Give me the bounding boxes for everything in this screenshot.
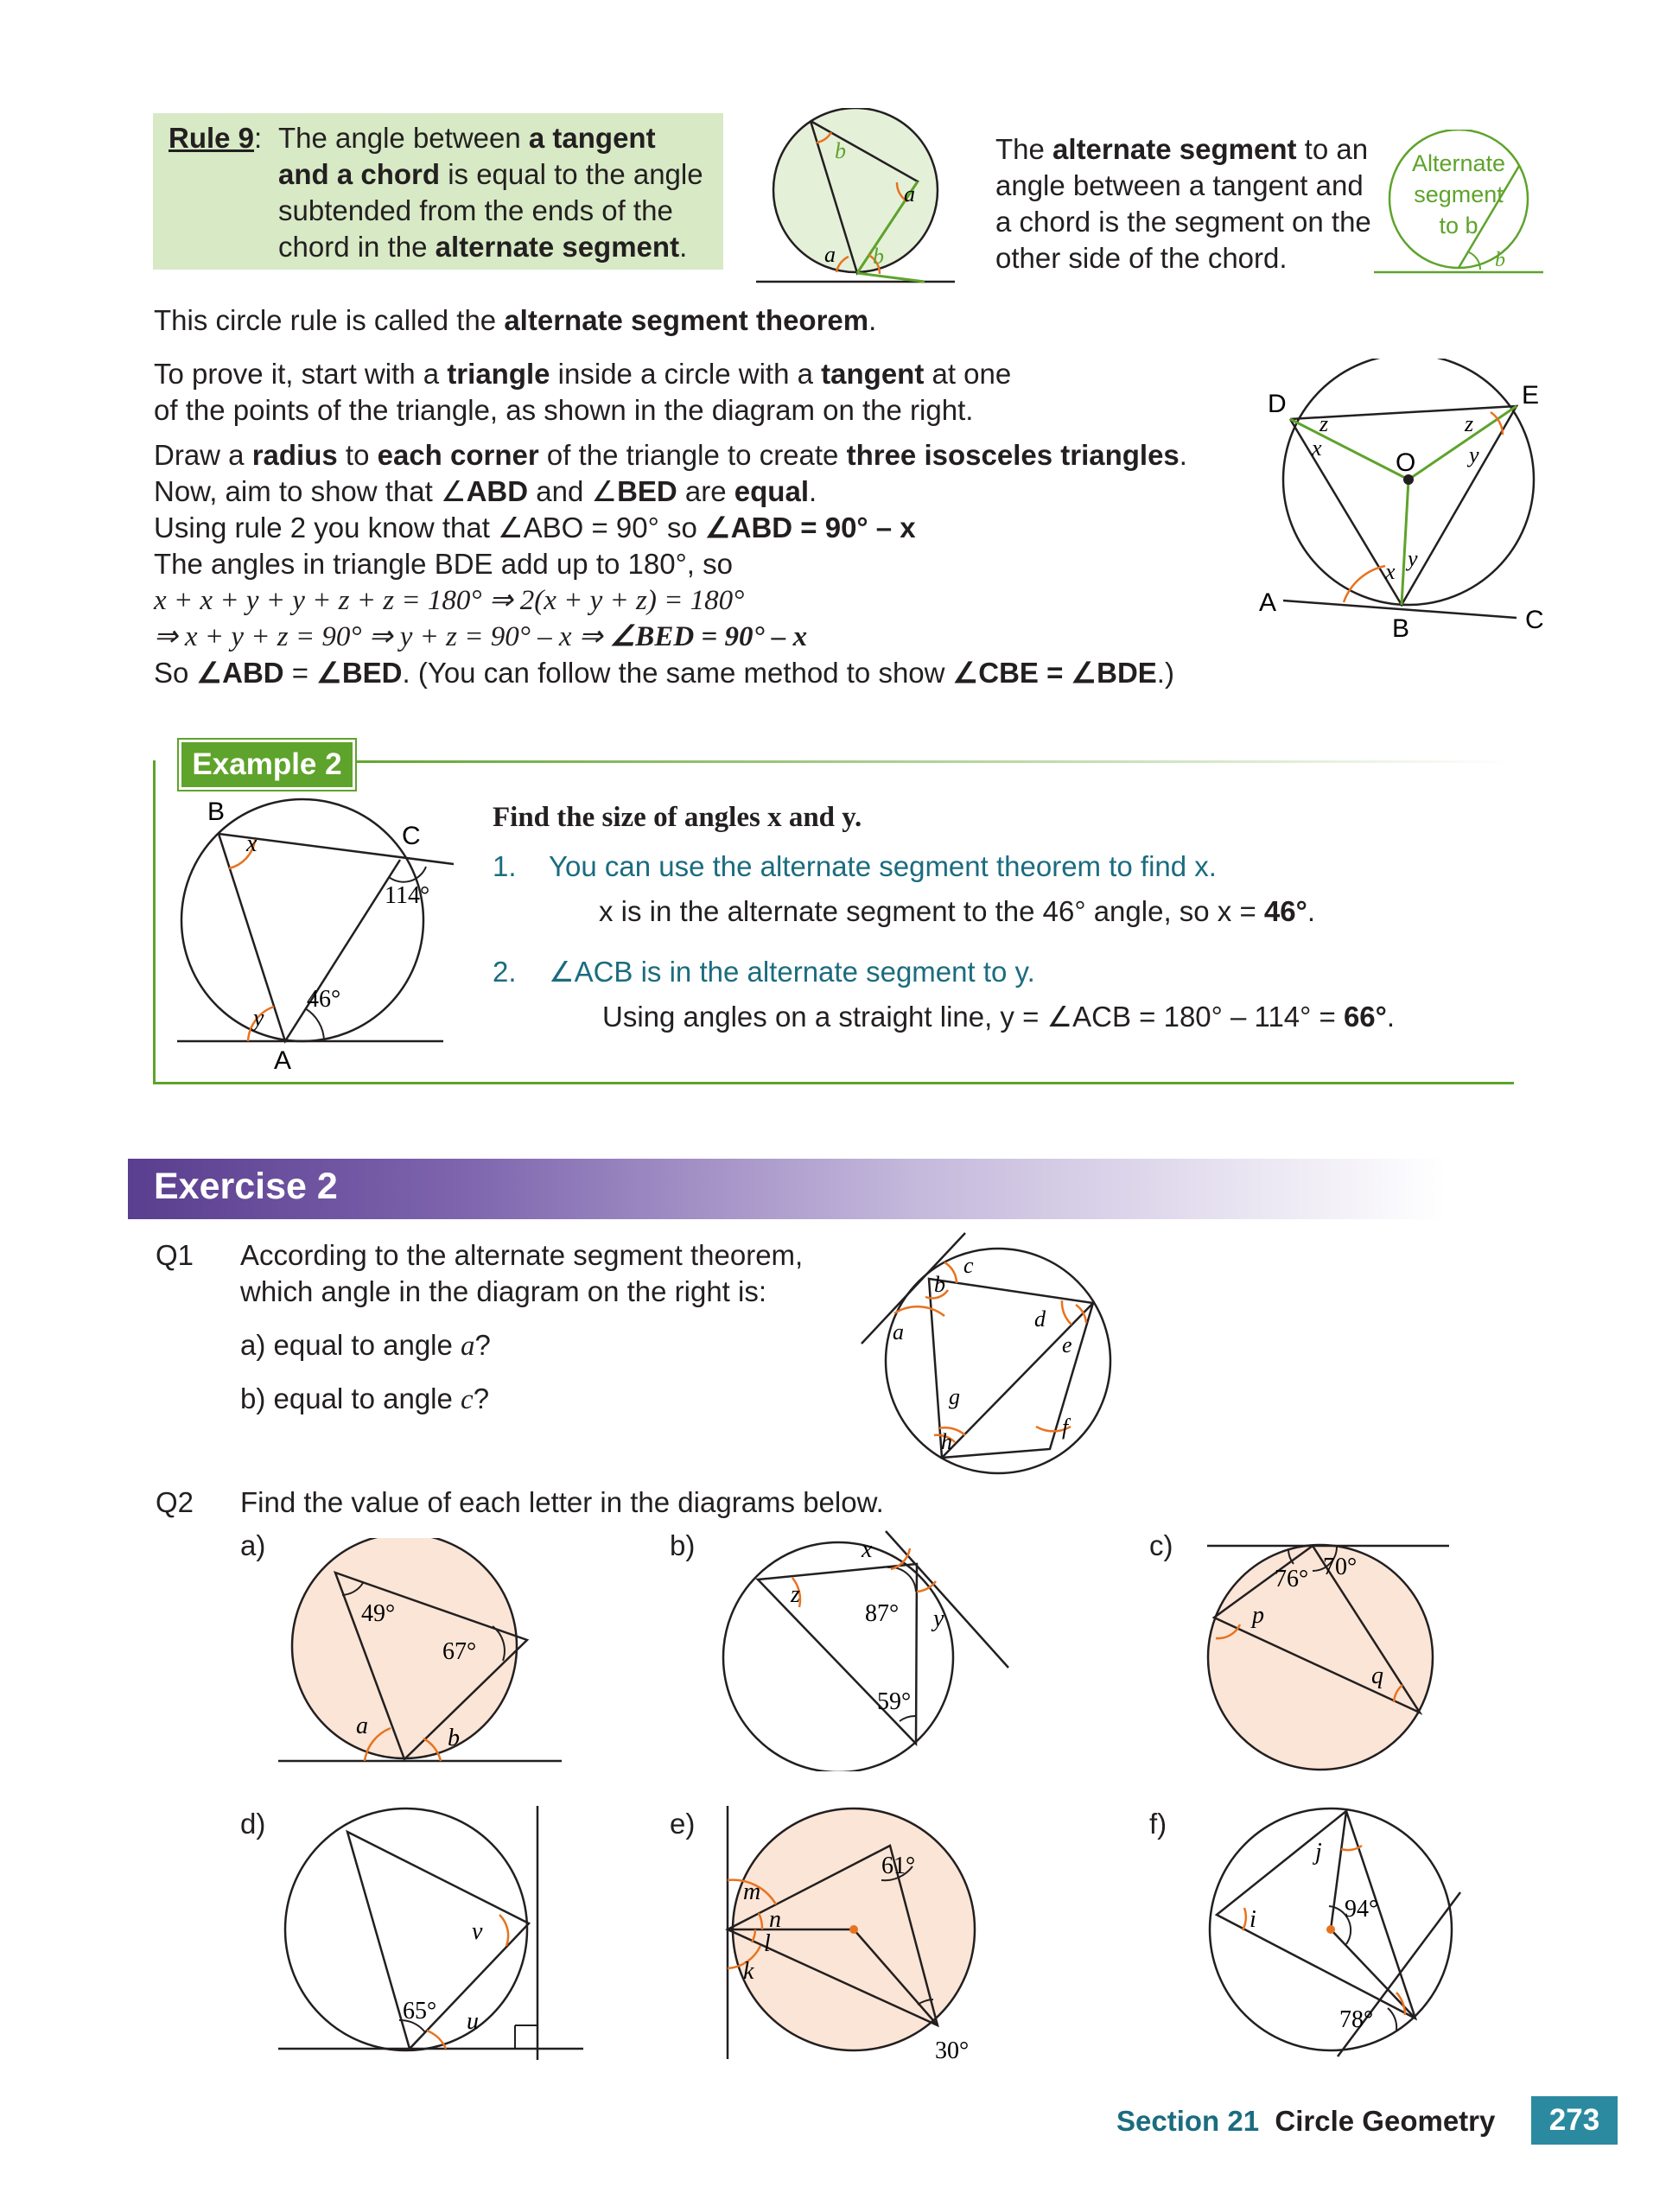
intro-p2-line2: of the points of the triangle, as shown in the diagram on the right.	[154, 394, 974, 426]
intro-line6: The angles in triangle BDE add up to 180°, so	[154, 548, 733, 580]
footer-section: Section 21 Circle Geometry	[1116, 2105, 1496, 2137]
rule-box	[153, 113, 723, 270]
q2e-label-30: 30°	[935, 2037, 970, 2064]
alt-label-b: b	[1495, 249, 1505, 271]
q2e-label-l: l	[764, 1930, 771, 1957]
q1-label-a: a	[893, 1319, 904, 1344]
q1-label-d: d	[1034, 1306, 1046, 1332]
rule-diagram	[752, 108, 959, 285]
exercise-title: Exercise 2	[154, 1166, 338, 1207]
q2a-diagram	[277, 1538, 570, 1771]
q2f-label-78: 78°	[1339, 2006, 1374, 2033]
q2b-label-87: 87°	[865, 1600, 900, 1627]
q2a-label: a)	[240, 1529, 266, 1561]
proof-label-y-bottom: y	[1408, 546, 1418, 571]
q2c-diagram	[1205, 1529, 1465, 1771]
proof-label-B: B	[1392, 614, 1410, 643]
proof-label-C: C	[1525, 606, 1544, 634]
intro-line7: x + x + y + y + z + z = 180° ⇒ 2(x + y + z) = 180°	[154, 585, 745, 616]
ex-label-46: 46°	[307, 986, 341, 1013]
q2c-label-76: 76°	[1275, 1566, 1309, 1592]
q2d-label: d)	[240, 1808, 266, 1840]
q2a-label-a: a	[356, 1713, 368, 1739]
q2c-label-p: p	[1252, 1602, 1264, 1629]
rule-label-a-bottom: a	[824, 242, 836, 267]
q2f-label: f)	[1149, 1808, 1167, 1840]
q1-label-b: b	[934, 1272, 945, 1297]
q1-label-g: g	[949, 1384, 960, 1409]
intro-p1: This circle rule is called the alternate segment theorem.	[154, 304, 877, 336]
example-step2-text: ∠ACB is in the alternate segment to y.	[549, 956, 1035, 988]
q2b-label: b)	[670, 1529, 696, 1561]
q1-label-h: h	[941, 1429, 952, 1454]
alt-label-line2: segment	[1414, 181, 1504, 207]
intro-p2-line1: To prove it, start with a triangle inside a circle with a tangent at one	[154, 358, 1012, 390]
q2-text: Find the value of each letter in the diagrams below.	[240, 1486, 884, 1518]
q2d-label-v: v	[472, 1918, 483, 1945]
example-step1-work: x is in the alternate segment to the 46° angle, so x = 46°.	[599, 895, 1315, 927]
q2-number: Q2	[156, 1486, 194, 1518]
example-step2-num: 2.	[493, 956, 517, 988]
q2c-label-q: q	[1371, 1662, 1383, 1689]
q2f-diagram	[1201, 1804, 1495, 2072]
example-badge: Example 2	[179, 740, 355, 790]
proof-label-x-bottom: x	[1385, 559, 1396, 584]
example-question: Find the size of angles x and y.	[493, 802, 862, 833]
q2b-label-z: z	[791, 1581, 800, 1608]
example-step1-text: You can use the alternate segment theorem to find x.	[549, 850, 1217, 882]
q1-part-a: a) equal to angle a?	[240, 1329, 491, 1362]
q1-label-f: f	[1062, 1414, 1069, 1440]
example-step2-work: Using angles on a straight line, y = ∠ACB = 180° – 114° = 66°.	[602, 1001, 1396, 1033]
q2b-label-59: 59°	[877, 1688, 912, 1715]
intro-p3: Draw a radius to each corner of the triangle to create three isosceles triangles.	[154, 439, 1187, 471]
proof-diagram	[1257, 359, 1568, 644]
intro-line9: So ∠ABD = ∠BED. (You can follow the same method to show ∠CBE = ∠BDE.)	[154, 657, 1174, 689]
q1-label-c: c	[963, 1253, 974, 1278]
q2e-label-61: 61°	[881, 1853, 916, 1879]
q2b-label-y: y	[933, 1605, 944, 1632]
ex-label-x: x	[246, 830, 258, 857]
q2a-label-b: b	[448, 1725, 460, 1751]
alternate-segment-diagram	[1372, 130, 1545, 276]
rule-label-b-top: b	[835, 138, 846, 163]
rule-heading: Rule 9:	[169, 122, 263, 154]
example-topline	[328, 760, 1512, 763]
q2d-diagram	[277, 1804, 588, 2063]
proof-label-z-left: z	[1319, 411, 1329, 436]
ex-label-B: B	[207, 798, 226, 826]
q2e-label-n: n	[769, 1906, 781, 1933]
ex-label-A: A	[274, 1046, 292, 1075]
q2f-label-i: i	[1250, 1906, 1256, 1933]
rule-label-a-right: a	[904, 181, 915, 207]
q1-diagram	[860, 1231, 1123, 1478]
q2a-label-49: 49°	[361, 1600, 396, 1627]
proof-label-A: A	[1259, 588, 1277, 617]
rule-label-b-bottom: b	[873, 244, 884, 269]
page-number: 273	[1531, 2096, 1618, 2145]
proof-label-O: O	[1396, 448, 1416, 477]
q2e-label-m: m	[743, 1878, 761, 1905]
intro-line8: ⇒ x + y + z = 90° ⇒ y + z = 90° – x ⇒ ∠BED = 90° – x	[154, 621, 808, 652]
q1-line1: According to the alternate segment theorem,	[240, 1239, 804, 1271]
q2f-label-j: j	[1315, 1839, 1322, 1866]
q1-line2: which angle in the diagram on the right is:	[240, 1275, 767, 1307]
exercise-header	[128, 1159, 1446, 1219]
q1-number: Q1	[156, 1239, 194, 1271]
q2e-label: e)	[670, 1808, 696, 1840]
q2d-label-u: u	[467, 2008, 479, 2035]
q2b-label-x: x	[862, 1536, 873, 1563]
ex-label-114: 114°	[385, 882, 430, 909]
q2c-label: c)	[1149, 1529, 1173, 1561]
q1-label-e: e	[1062, 1332, 1072, 1357]
q2d-label-65: 65°	[403, 1998, 437, 2024]
q2b-diagram	[722, 1529, 1015, 1771]
intro-line5: Using rule 2 you know that ∠ABO = 90° so ∠ABD = 90° – x	[154, 512, 916, 543]
q2e-diagram	[717, 1804, 1028, 2072]
q2c-label-70: 70°	[1323, 1554, 1358, 1580]
ex-label-C: C	[402, 822, 421, 850]
proof-label-y-right: y	[1469, 442, 1479, 467]
rule-text: The angle between a tangent and a chord is equal to the angle subtended from the ends of the chord in the alternate segment.	[278, 122, 703, 263]
example-diagram	[169, 791, 467, 1076]
q2f-label-94: 94°	[1345, 1896, 1379, 1923]
intro-line4: Now, aim to show that ∠ABD and ∠BED are equal.	[154, 475, 817, 507]
q2e-label-k: k	[743, 1958, 754, 1985]
proof-label-z-right: z	[1465, 411, 1474, 436]
q1-part-b: b) equal to angle c?	[240, 1382, 490, 1415]
example-step1-num: 1.	[493, 850, 517, 882]
proof-label-D: D	[1268, 390, 1287, 418]
proof-label-x-left: x	[1312, 435, 1322, 461]
ex-label-y: y	[253, 1005, 264, 1032]
alternate-segment-definition: The alternate segment to an angle between a tangent and a chord is the segment on the other side of the chord.	[995, 133, 1371, 274]
q2a-label-67: 67°	[442, 1638, 477, 1665]
alt-label-line1: Alternate	[1411, 150, 1506, 176]
proof-label-E: E	[1522, 381, 1540, 410]
alt-label-line3: to b	[1439, 213, 1478, 238]
